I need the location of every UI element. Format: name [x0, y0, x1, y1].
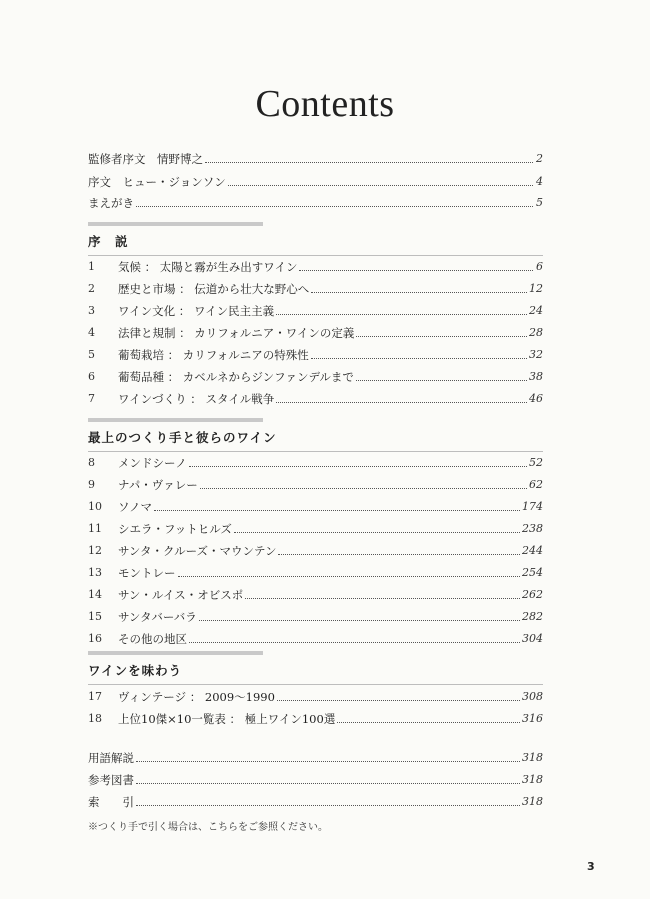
entry-label: ナパ・ヴァレー: [118, 478, 198, 492]
entry-label: モントレー: [118, 566, 176, 580]
entry-number: 14: [88, 588, 102, 601]
footnote: ※つくり手で引く場合は、こちらをご参照ください。: [88, 822, 328, 833]
entry-label: 参考図書: [88, 773, 134, 787]
entry-number: 3: [88, 304, 95, 317]
toc-entry[interactable]: [88, 684, 543, 704]
dot-leader: [189, 466, 527, 467]
entry-page: 308: [522, 690, 543, 703]
dot-leader: [276, 314, 527, 315]
toc-entry[interactable]: [88, 626, 543, 646]
dot-leader: [356, 336, 527, 337]
dot-leader: [311, 292, 527, 293]
entry-label: ソノマ: [118, 500, 153, 514]
entry-page: 6: [536, 260, 543, 273]
entry-number: 9: [88, 478, 95, 491]
toc-entry[interactable]: [88, 364, 543, 384]
toc-entry[interactable]: [88, 706, 543, 726]
toc-entry[interactable]: [88, 494, 543, 514]
page-number: 3: [587, 860, 595, 873]
dot-leader: [245, 598, 520, 599]
dot-leader: [200, 488, 527, 489]
dot-leader: [228, 185, 533, 186]
entry-number: 18: [88, 712, 102, 725]
dot-leader: [199, 620, 520, 621]
section-heading: 序 説: [88, 234, 129, 249]
section-producers: [88, 418, 543, 452]
entry-label: その他の地区: [118, 632, 187, 646]
entry-page: 24: [529, 304, 543, 317]
entry-label: ワインづくり ： スタイル戦争: [118, 392, 275, 406]
toc-entry[interactable]: [88, 604, 543, 624]
entry-label: まえがき: [88, 196, 134, 210]
entry-number: 16: [88, 632, 102, 645]
entry-number: 10: [88, 500, 102, 513]
entry-label: ヴィンテージ ： 2009～1990: [118, 690, 275, 704]
entry-label: 葡萄品種 ： カベルネからジンファンデルまで: [118, 370, 354, 384]
dot-leader: [154, 510, 520, 511]
page-title: Contents: [255, 83, 395, 125]
entry-page: 318: [522, 773, 543, 786]
dot-leader: [136, 805, 520, 806]
entry-page: 32: [529, 348, 543, 361]
entry-page: 254: [522, 566, 543, 579]
dot-leader: [205, 162, 533, 163]
entry-number: 5: [88, 348, 95, 361]
toc-entry[interactable]: [88, 386, 543, 406]
entry-number: 1: [88, 260, 95, 273]
toc-entry[interactable]: [88, 342, 543, 362]
section-bar: [88, 418, 263, 422]
entry-number: 12: [88, 544, 102, 557]
entry-page: 238: [522, 522, 543, 535]
dot-leader: [234, 532, 520, 533]
entry-page: 52: [529, 456, 543, 469]
section-bar: [88, 651, 263, 655]
entry-number: 17: [88, 690, 102, 703]
entry-page: 4: [536, 175, 543, 188]
section-tasting: [88, 651, 543, 685]
dot-leader: [276, 402, 527, 403]
entry-page: 244: [522, 544, 543, 557]
toc-entry[interactable]: [88, 538, 543, 558]
entry-label: サンタ・クルーズ・マウンテン: [118, 544, 277, 558]
section-heading: 最上のつくり手と彼らのワイン: [88, 430, 277, 445]
toc-entry-front-2[interactable]: [88, 169, 543, 189]
entry-page: 262: [522, 588, 543, 601]
entry-page: 12: [529, 282, 543, 295]
entry-number: 4: [88, 326, 95, 339]
entry-label: メンドシーノ: [118, 456, 187, 470]
entry-label: ワイン文化 ： ワイン民主主義: [118, 304, 275, 318]
dot-leader: [337, 722, 520, 723]
entry-number: 8: [88, 456, 95, 469]
dot-leader: [277, 700, 520, 701]
entry-page: 174: [522, 500, 543, 513]
toc-entry[interactable]: [88, 560, 543, 580]
entry-label: 気候 ： 太陽と霧が生み出すワイン: [118, 260, 298, 274]
dot-leader: [136, 206, 533, 207]
dot-leader: [356, 380, 527, 381]
section-bar: [88, 222, 263, 226]
entry-page: 316: [522, 712, 543, 725]
entry-page: 38: [529, 370, 543, 383]
entry-page: 318: [522, 795, 543, 808]
entry-number: 7: [88, 392, 95, 405]
entry-label: 葡萄栽培 ： カリフォルニアの特殊性: [118, 348, 309, 362]
toc-entry[interactable]: [88, 582, 543, 602]
entry-label: 歴史と市場 ： 伝道から壮大な野心へ: [118, 282, 310, 296]
toc-entry-back-3[interactable]: [88, 789, 543, 809]
entry-page: 28: [529, 326, 543, 339]
entry-label: シエラ・フットヒルズ: [118, 522, 232, 536]
entry-label: 索 引: [88, 795, 134, 809]
entry-number: 11: [88, 522, 102, 535]
toc-entry-front-1[interactable]: [88, 146, 543, 166]
entry-label: 上位10傑×10一覧表 ： 極上ワイン100選: [118, 712, 336, 726]
toc-entry[interactable]: [88, 450, 543, 470]
dot-leader: [178, 576, 521, 577]
dot-leader: [189, 642, 520, 643]
toc-entry-back-2[interactable]: [88, 767, 543, 787]
dot-leader: [136, 761, 520, 762]
toc-entry[interactable]: [88, 516, 543, 536]
toc-entry-front-3[interactable]: [88, 190, 543, 210]
entry-page: 5: [536, 196, 543, 209]
entry-label: 法律と規制 ： カリフォルニア・ワインの定義: [118, 326, 355, 340]
entry-number: 13: [88, 566, 102, 579]
entry-page: 304: [522, 632, 543, 645]
entry-label: 監修者序文 情野博之: [88, 152, 203, 166]
dot-leader: [311, 358, 527, 359]
entry-number: 6: [88, 370, 95, 383]
entry-page: 62: [529, 478, 543, 491]
toc-entry[interactable]: [88, 472, 543, 492]
section-intro: [88, 222, 543, 256]
toc-entry-back-1[interactable]: [88, 745, 543, 765]
entry-label: 序文 ヒュー・ジョンソン: [88, 175, 226, 189]
toc-entry[interactable]: [88, 276, 543, 296]
entry-label: サンタバーバラ: [118, 610, 197, 624]
entry-page: 282: [522, 610, 543, 623]
entry-label: サン・ルイス・オビスポ: [118, 588, 244, 602]
entry-label: 用語解説: [88, 751, 134, 765]
section-heading: ワインを味わう: [88, 663, 183, 678]
dot-leader: [136, 783, 520, 784]
dot-leader: [299, 270, 533, 271]
toc-entry[interactable]: [88, 254, 543, 274]
entry-number: 15: [88, 610, 102, 623]
entry-page: 46: [529, 392, 543, 405]
entry-page: 318: [522, 751, 543, 764]
toc-entry[interactable]: [88, 320, 543, 340]
entry-number: 2: [88, 282, 95, 295]
toc-entry[interactable]: [88, 298, 543, 318]
entry-page: 2: [536, 152, 543, 165]
dot-leader: [278, 554, 520, 555]
